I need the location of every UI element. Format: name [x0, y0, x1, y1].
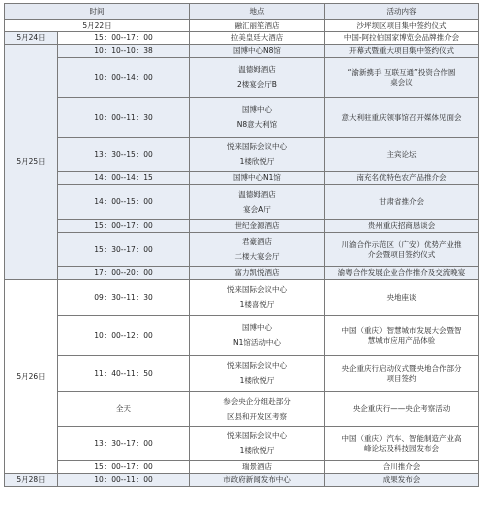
table-row	[5, 32, 479, 45]
time-cell: 11：40--11：50	[58, 356, 190, 392]
date-cell: 5月25日	[5, 45, 58, 280]
venue-cell: 国博中心N8馆	[190, 45, 325, 58]
schedule-table-wrapper	[4, 3, 479, 487]
event-cell: “渝新携手 互联互通”投资合作圆 桌会议	[325, 58, 479, 98]
venue-cell: 国博中心 N1馆活动中心	[190, 316, 325, 356]
header-time: 时间	[5, 4, 190, 20]
time-cell: 13：30--15：00	[58, 138, 190, 172]
date-cell: 5月24日	[5, 32, 58, 45]
time-cell: 10：00--11：30	[58, 98, 190, 138]
event-cell: 意大利驻重庆领事馆召开媒体见面会	[325, 98, 479, 138]
table-row	[5, 233, 479, 267]
venue-cell: 温德姆酒店 2楼宴会厅B	[190, 58, 325, 98]
venue-cell: 温德姆酒店 宴会A厅	[190, 185, 325, 220]
time-cell: 10：00--14：00	[58, 58, 190, 98]
event-cell: 央地座谈	[325, 280, 479, 316]
table-row	[5, 185, 479, 220]
event-cell: 开幕式暨重大项目集中签约仪式	[325, 45, 479, 58]
time-cell: 10：10--10：38	[58, 45, 190, 58]
table-row	[5, 172, 479, 185]
venue-cell: 国博中心 N8意大利馆	[190, 98, 325, 138]
event-cell: 川渝合作示范区（广安）优势产业推 介会暨项目签约仪式	[325, 233, 479, 267]
table-row	[5, 267, 479, 280]
header-venue: 地点	[190, 4, 325, 20]
time-cell: 13：30--17：00	[58, 427, 190, 461]
event-cell: 中国-阿拉伯国家博览会品牌推介会	[325, 32, 479, 45]
venue-cell: 悦来国际会议中心 1楼欣悦厅	[190, 356, 325, 392]
venue-cell: 国博中心N1馆	[190, 172, 325, 185]
time-cell: 14：00--15：00	[58, 185, 190, 220]
event-cell: 央企重庆行——央企考察活动	[325, 392, 479, 427]
venue-cell: 参会央企分组赴部分 区县和开发区考察	[190, 392, 325, 427]
event-cell: 合川推介会	[325, 461, 479, 474]
venue-cell: 悦来国际会议中心 1楼欣悦厅	[190, 427, 325, 461]
event-cell: 央企重庆行启动仪式暨央地合作部分 项目签约	[325, 356, 479, 392]
event-cell: 渝粤合作发展企业合作推介及交流晚宴	[325, 267, 479, 280]
header-row	[5, 4, 479, 20]
time-cell: 14：00--14：15	[58, 172, 190, 185]
table-row	[5, 392, 479, 427]
table-row	[5, 461, 479, 474]
table-row	[5, 45, 479, 58]
event-cell: 南充名优特色农产品推介会	[325, 172, 479, 185]
table-row	[5, 138, 479, 172]
venue-cell: 融汇丽笙酒店	[190, 20, 325, 32]
venue-cell: 富力凯悦酒店	[190, 267, 325, 280]
table-row	[5, 474, 479, 487]
table-row	[5, 280, 479, 316]
header-event: 活动内容	[325, 4, 479, 20]
date-cell: 5月26日	[5, 280, 58, 474]
schedule-table	[4, 3, 479, 487]
time-cell: 5月22日	[5, 20, 190, 32]
venue-cell: 市政府新闻发布中心	[190, 474, 325, 487]
time-cell: 17：00--20：00	[58, 267, 190, 280]
table-row	[5, 98, 479, 138]
table-row	[5, 220, 479, 233]
time-cell: 10：00--11：00	[58, 474, 190, 487]
table-row	[5, 58, 479, 98]
event-cell: 成果发布会	[325, 474, 479, 487]
event-cell: 中国（重庆）汽车、智能制造产业高 峰论坛及科技园发布会	[325, 427, 479, 461]
event-cell: 贵州重庆招商恳谈会	[325, 220, 479, 233]
table-row	[5, 20, 479, 32]
time-cell: 15：00--17：00	[58, 32, 190, 45]
venue-cell: 悦来国际会议中心 1楼喜悦厅	[190, 280, 325, 316]
time-cell: 15：00--17：00	[58, 461, 190, 474]
venue-cell: 君豪酒店 二楼大宴会厅	[190, 233, 325, 267]
event-cell: 中国（重庆）智慧城市发展大会暨智 慧城市应用产品体验	[325, 316, 479, 356]
table-row	[5, 427, 479, 461]
event-cell: 甘肃省推介会	[325, 185, 479, 220]
event-cell: 主宾论坛	[325, 138, 479, 172]
time-cell: 15：00--17：00	[58, 220, 190, 233]
date-cell: 5月28日	[5, 474, 58, 487]
time-cell: 09：30--11：30	[58, 280, 190, 316]
table-row	[5, 356, 479, 392]
venue-cell: 瑞景酒店	[190, 461, 325, 474]
table-row	[5, 316, 479, 356]
event-cell: 沙坪坝区项目集中签约仪式	[325, 20, 479, 32]
time-cell: 10：00--12：00	[58, 316, 190, 356]
venue-cell: 悦来国际会议中心 1楼欣悦厅	[190, 138, 325, 172]
venue-cell: 拉美皇廷大酒店	[190, 32, 325, 45]
venue-cell: 世纪金源酒店	[190, 220, 325, 233]
time-cell: 15：30--17：00	[58, 233, 190, 267]
time-cell: 全天	[58, 392, 190, 427]
